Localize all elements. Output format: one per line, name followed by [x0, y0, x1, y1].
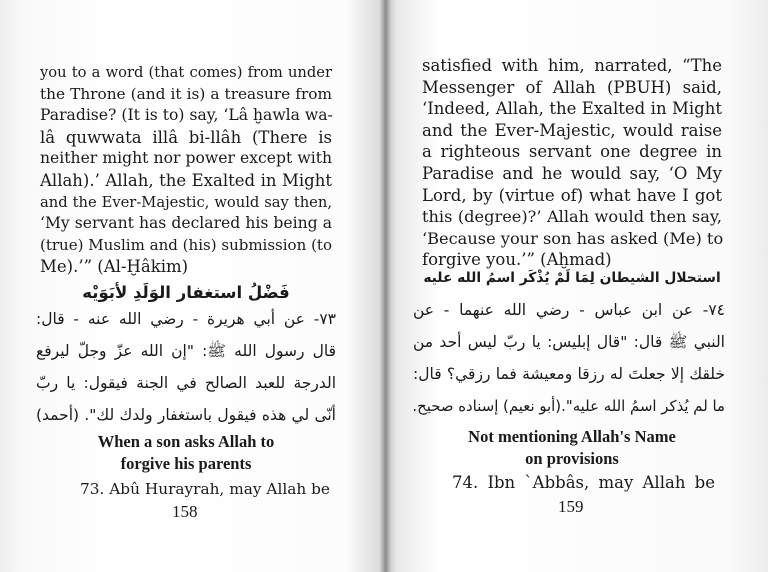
right-arabic-hadith [413, 294, 725, 422]
text-line: 74. Ibn `Abbâs, may Allah be [452, 473, 715, 492]
text-line: (true) Muslim and (his) submission (to [40, 235, 332, 254]
left-section-heading [40, 431, 332, 475]
arabic-line: ٧٤- عن ابن عباس - رضي الله عنهما - عن [413, 301, 725, 319]
text-line: satisfied with him, narrated, “The [422, 56, 722, 75]
text-line: a righteous servant one degree in [422, 142, 722, 162]
right-page [385, 0, 768, 572]
arabic-line: ما لم يُذكر اسمُ الله عليه".(أبو نعيم) إسناده صحيح. [412, 397, 725, 415]
text-line: Paradise and he would say, ‘O My [422, 163, 722, 183]
right-section-heading [422, 426, 722, 470]
text-line: Allah).’ Allah, the Exalted in Might [40, 170, 332, 190]
arabic-line: الدرجة للعبد الصالح في الجنة فيقول: يا ربّ [36, 374, 336, 392]
text-line: 73. Abû Hurayrah, may Allah be [80, 480, 330, 498]
book-gutter [379, 0, 391, 572]
heading-line: When a son asks Allah to [97, 432, 275, 451]
right-english-paragraph [422, 55, 722, 271]
arabic-line: ٧٣- عن أبي هريرة - رضي الله عنه - قال: [36, 310, 336, 328]
text-line: you to a word (that comes) from under [40, 64, 332, 81]
arabic-line: خلقك إلا جعلتَ له رزقا ومعيشة فما رزقي؟ قال: [413, 365, 725, 383]
text-line: ‘Indeed, Allah, the Exalted in Might [422, 99, 722, 119]
text-line: Paradise? (It is to) say, ‘Lâ ḫawla wa- [40, 106, 333, 125]
right-arabic-title: استحلال الشيطان لِمَا لَمْ يُذْكَر اسمُ الله عليه [423, 270, 721, 286]
arabic-line: قال رسول الله ﷺ: "إن الله عزّ وجلّ ليرفع [36, 342, 336, 360]
left-hadith-start [80, 479, 330, 501]
text-line: this (degree)?’ Allah would then say, [422, 207, 722, 227]
left-arabic-title: فَضْلُ استغفار الوَلَدِ لأبَوَيْه [82, 283, 290, 302]
text-line: neither might nor power except with [40, 149, 332, 168]
text-line: ‘My servant has declared his being a [40, 214, 332, 233]
text-line: Lord, by (virtue of) what have I got [422, 185, 722, 205]
left-arabic-hadith [36, 303, 336, 431]
arabic-line: أنّى لي هذه فيقول باستغفار ولدك لك". (أحمد) [36, 406, 336, 424]
text-line: forgive you.’” (Aḫmad) [422, 250, 612, 270]
text-line: and the Ever-Majestic, would say then, [40, 193, 332, 211]
heading-line: on provisions [525, 449, 619, 468]
text-line: Messenger of Allah (PBUH) said, [422, 77, 722, 97]
text-line: the Throne (and it is) a treasure from [40, 84, 332, 103]
page-number: 159 [558, 497, 584, 516]
text-line: ‘Because your son has asked (Me) to [422, 228, 724, 248]
page-number: 158 [172, 502, 198, 521]
text-line: Me).’” (Al-Ḫâkim) [40, 257, 189, 277]
left-english-paragraph [40, 62, 332, 278]
text-line: and the Ever-Majestic, would raise [422, 120, 722, 140]
heading-line: Not mentioning Allah's Name [468, 427, 676, 446]
text-line: lâ quwwata illâ bi-llâh (There is [40, 127, 332, 147]
arabic-line: النبي ﷺ قال: "قال إبليس: يا ربّ ليس أحد من [413, 333, 725, 351]
heading-line: forgive his parents [120, 454, 252, 473]
right-hadith-start [452, 472, 715, 494]
